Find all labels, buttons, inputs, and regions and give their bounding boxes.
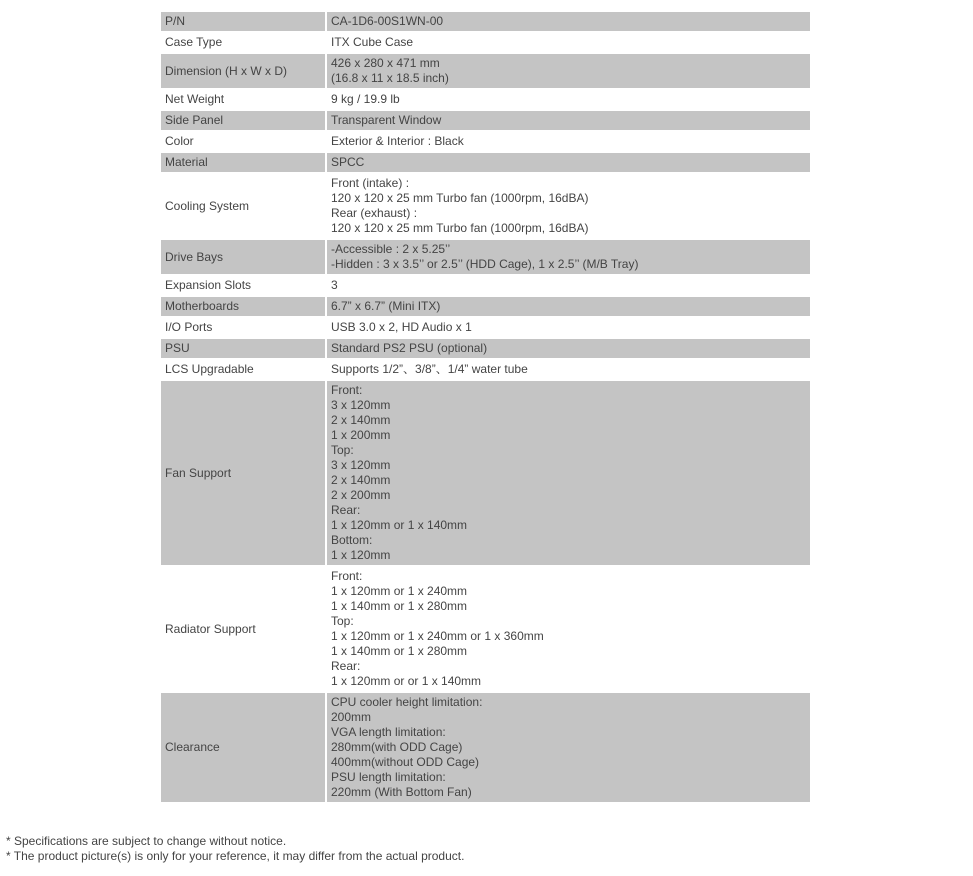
spec-row bbox=[161, 360, 810, 381]
spec-value-line: Bottom: bbox=[331, 533, 373, 547]
spec-value-line: Standard PS2 PSU (optional) bbox=[331, 341, 488, 355]
spec-value bbox=[327, 174, 810, 240]
spec-label: Expansion Slots bbox=[161, 276, 327, 297]
spec-label: P/N bbox=[161, 12, 327, 33]
spec-row bbox=[161, 153, 810, 174]
spec-value bbox=[327, 153, 810, 174]
spec-value-line: SPCC bbox=[331, 155, 365, 169]
spec-value-line: -Accessible : 2 x 5.25’’ bbox=[331, 242, 451, 256]
footnote-picture-reference: * The product picture(s) is only for your reference, it may differ from the actual product. bbox=[6, 849, 465, 863]
spec-value bbox=[327, 567, 810, 693]
spec-label: Clearance bbox=[161, 693, 327, 804]
spec-value bbox=[327, 132, 810, 153]
spec-value-line: 1 x 120mm or or 1 x 140mm bbox=[331, 674, 482, 688]
spec-value bbox=[327, 12, 810, 33]
footnote-specifications-change: * Specifications are subject to change without notice. bbox=[6, 834, 287, 848]
spec-row bbox=[161, 318, 810, 339]
spec-value-line: Transparent Window bbox=[331, 113, 442, 127]
spec-value-line: (16.8 x 11 x 18.5 inch) bbox=[331, 71, 449, 85]
spec-label: Case Type bbox=[161, 33, 327, 54]
spec-row bbox=[161, 693, 810, 804]
spec-value-line: CPU cooler height limitation: bbox=[331, 695, 483, 709]
spec-value bbox=[327, 693, 810, 804]
spec-value-line: 2 x 140mm bbox=[331, 413, 391, 427]
spec-value-line: 1 x 140mm or 1 x 280mm bbox=[331, 599, 468, 613]
spec-value-line: Top: bbox=[331, 614, 354, 628]
spec-value-line: 400mm(without ODD Cage) bbox=[331, 755, 480, 769]
spec-value-line: 2 x 140mm bbox=[331, 473, 391, 487]
spec-row bbox=[161, 54, 810, 90]
spec-row bbox=[161, 132, 810, 153]
spec-value-line: CA-1D6-00S1WN-00 bbox=[331, 14, 444, 28]
specification-table bbox=[161, 12, 810, 804]
spec-value-line: 3 x 120mm bbox=[331, 458, 391, 472]
spec-value bbox=[327, 381, 810, 567]
spec-value-line: 1 x 120mm bbox=[331, 548, 391, 562]
spec-label: Drive Bays bbox=[161, 240, 327, 276]
spec-row bbox=[161, 33, 810, 54]
spec-value bbox=[327, 339, 810, 360]
spec-value-line: 120 x 120 x 25 mm Turbo fan (1000rpm, 16dBA) bbox=[331, 221, 589, 235]
spec-label: PSU bbox=[161, 339, 327, 360]
spec-value bbox=[327, 276, 810, 297]
spec-value bbox=[327, 240, 810, 276]
spec-row bbox=[161, 111, 810, 132]
spec-row bbox=[161, 381, 810, 567]
spec-value-line: 426 x 280 x 471 mm bbox=[331, 56, 440, 70]
spec-value-line: VGA length limitation: bbox=[331, 725, 446, 739]
spec-row bbox=[161, 240, 810, 276]
footnotes bbox=[6, 834, 464, 864]
spec-row bbox=[161, 297, 810, 318]
spec-row bbox=[161, 12, 810, 33]
spec-value-line: Rear (exhaust) : bbox=[331, 206, 418, 220]
spec-value-line: USB 3.0 x 2, HD Audio x 1 bbox=[331, 320, 472, 334]
spec-label: LCS Upgradable bbox=[161, 360, 327, 381]
spec-value-line: Supports 1/2”、3/8”、1/4” water tube bbox=[331, 362, 528, 376]
spec-row bbox=[161, 174, 810, 240]
spec-label: Motherboards bbox=[161, 297, 327, 318]
spec-value-line: Exterior & Interior : Black bbox=[331, 134, 464, 148]
spec-value-line: 1 x 120mm or 1 x 240mm bbox=[331, 584, 468, 598]
spec-value-line: Front: bbox=[331, 383, 363, 397]
spec-value-line: 200mm bbox=[331, 710, 372, 724]
spec-label: Net Weight bbox=[161, 90, 327, 111]
spec-value-line: -Hidden : 3 x 3.5’’ or 2.5’’ (HDD Cage), 1 x 2.5’’ (M/B Tray) bbox=[331, 257, 639, 271]
spec-value-line: 3 bbox=[331, 278, 338, 292]
spec-value-line: Top: bbox=[331, 443, 354, 457]
spec-value-line: 120 x 120 x 25 mm Turbo fan (1000rpm, 16dBA) bbox=[331, 191, 589, 205]
spec-label: Side Panel bbox=[161, 111, 327, 132]
spec-row bbox=[161, 567, 810, 693]
spec-value-line: Rear: bbox=[331, 659, 361, 673]
spec-value-line: Front (intake) : bbox=[331, 176, 410, 190]
spec-value bbox=[327, 297, 810, 318]
spec-value-line: Rear: bbox=[331, 503, 361, 517]
spec-label: I/O Ports bbox=[161, 318, 327, 339]
spec-value bbox=[327, 360, 810, 381]
spec-value-line: 3 x 120mm bbox=[331, 398, 391, 412]
specification-table-body bbox=[161, 12, 810, 804]
spec-value bbox=[327, 54, 810, 90]
spec-value-line: ITX Cube Case bbox=[331, 35, 414, 49]
spec-value-line: 1 x 200mm bbox=[331, 428, 391, 442]
spec-label: Color bbox=[161, 132, 327, 153]
spec-label: Dimension (H x W x D) bbox=[161, 54, 327, 90]
spec-label: Fan Support bbox=[161, 381, 327, 567]
spec-value-line: 6.7” x 6.7” (Mini ITX) bbox=[331, 299, 441, 313]
spec-row bbox=[161, 276, 810, 297]
spec-value-line: 280mm(with ODD Cage) bbox=[331, 740, 463, 754]
spec-label: Cooling System bbox=[161, 174, 327, 240]
spec-value-line: PSU length limitation: bbox=[331, 770, 446, 784]
spec-value-line: 1 x 120mm or 1 x 140mm bbox=[331, 518, 468, 532]
spec-value bbox=[327, 90, 810, 111]
spec-value bbox=[327, 318, 810, 339]
spec-label: Material bbox=[161, 153, 327, 174]
spec-value bbox=[327, 33, 810, 54]
spec-row bbox=[161, 339, 810, 360]
spec-value-line: 220mm (With Bottom Fan) bbox=[331, 785, 472, 799]
spec-value bbox=[327, 111, 810, 132]
spec-row bbox=[161, 90, 810, 111]
spec-value-line: 2 x 200mm bbox=[331, 488, 391, 502]
spec-value-line: Front: bbox=[331, 569, 363, 583]
spec-value-line: 1 x 120mm or 1 x 240mm or 1 x 360mm bbox=[331, 629, 544, 643]
spec-value-line: 9 kg / 19.9 lb bbox=[331, 92, 400, 106]
spec-label: Radiator Support bbox=[161, 567, 327, 693]
spec-value-line: 1 x 140mm or 1 x 280mm bbox=[331, 644, 468, 658]
